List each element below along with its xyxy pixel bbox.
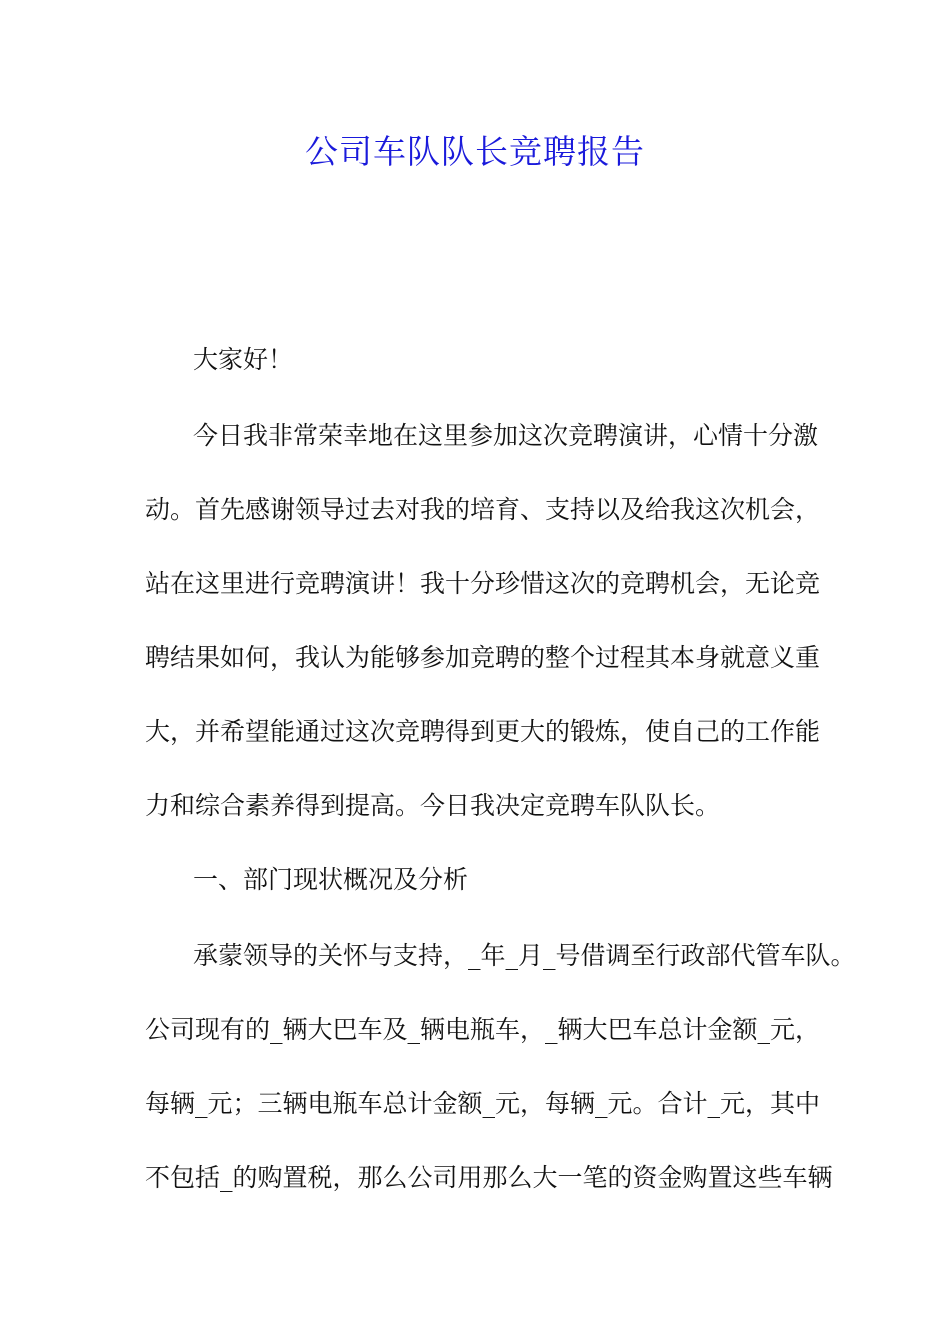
- paragraph-line: 力和综合素养得到提高。今日我决定竞聘车队队长。: [145, 791, 721, 820]
- paragraph-line: 公司现有的_辆大巴车及_辆电瓶车，_辆大巴车总计金额_元，: [145, 1015, 821, 1044]
- paragraph-line: 聘结果如何，我认为能够参加竞聘的整个过程其本身就意义重: [145, 643, 821, 672]
- paragraph-line: 大，并希望能通过这次竞聘得到更大的锻炼，使自己的工作能: [145, 717, 821, 746]
- paragraph-line: 动。首先感谢领导过去对我的培育、支持以及给我这次机会，: [145, 495, 821, 524]
- paragraph-line: 站在这里进行竞聘演讲！我十分珍惜这次的竞聘机会，无论竞: [145, 569, 821, 598]
- paragraph-line: 今日我非常荣幸地在这里参加这次竞聘演讲，心情十分激: [193, 421, 819, 450]
- greeting-line: 大家好！: [193, 345, 294, 374]
- paragraph-line: 不包括_的购置税，那么公司用那么大一笔的资金购置这些车辆: [145, 1163, 833, 1192]
- paragraph-line: 每辆_元；三辆电瓶车总计金额_元，每辆_元。合计_元，其中: [145, 1089, 821, 1118]
- paragraph-line: 承蒙领导的关怀与支持，_年_月_号借调至行政部代管车队。: [193, 941, 856, 970]
- document-title: 公司车队队长竞聘报告: [305, 132, 645, 171]
- section-heading: 一、部门现状概况及分析: [193, 865, 469, 894]
